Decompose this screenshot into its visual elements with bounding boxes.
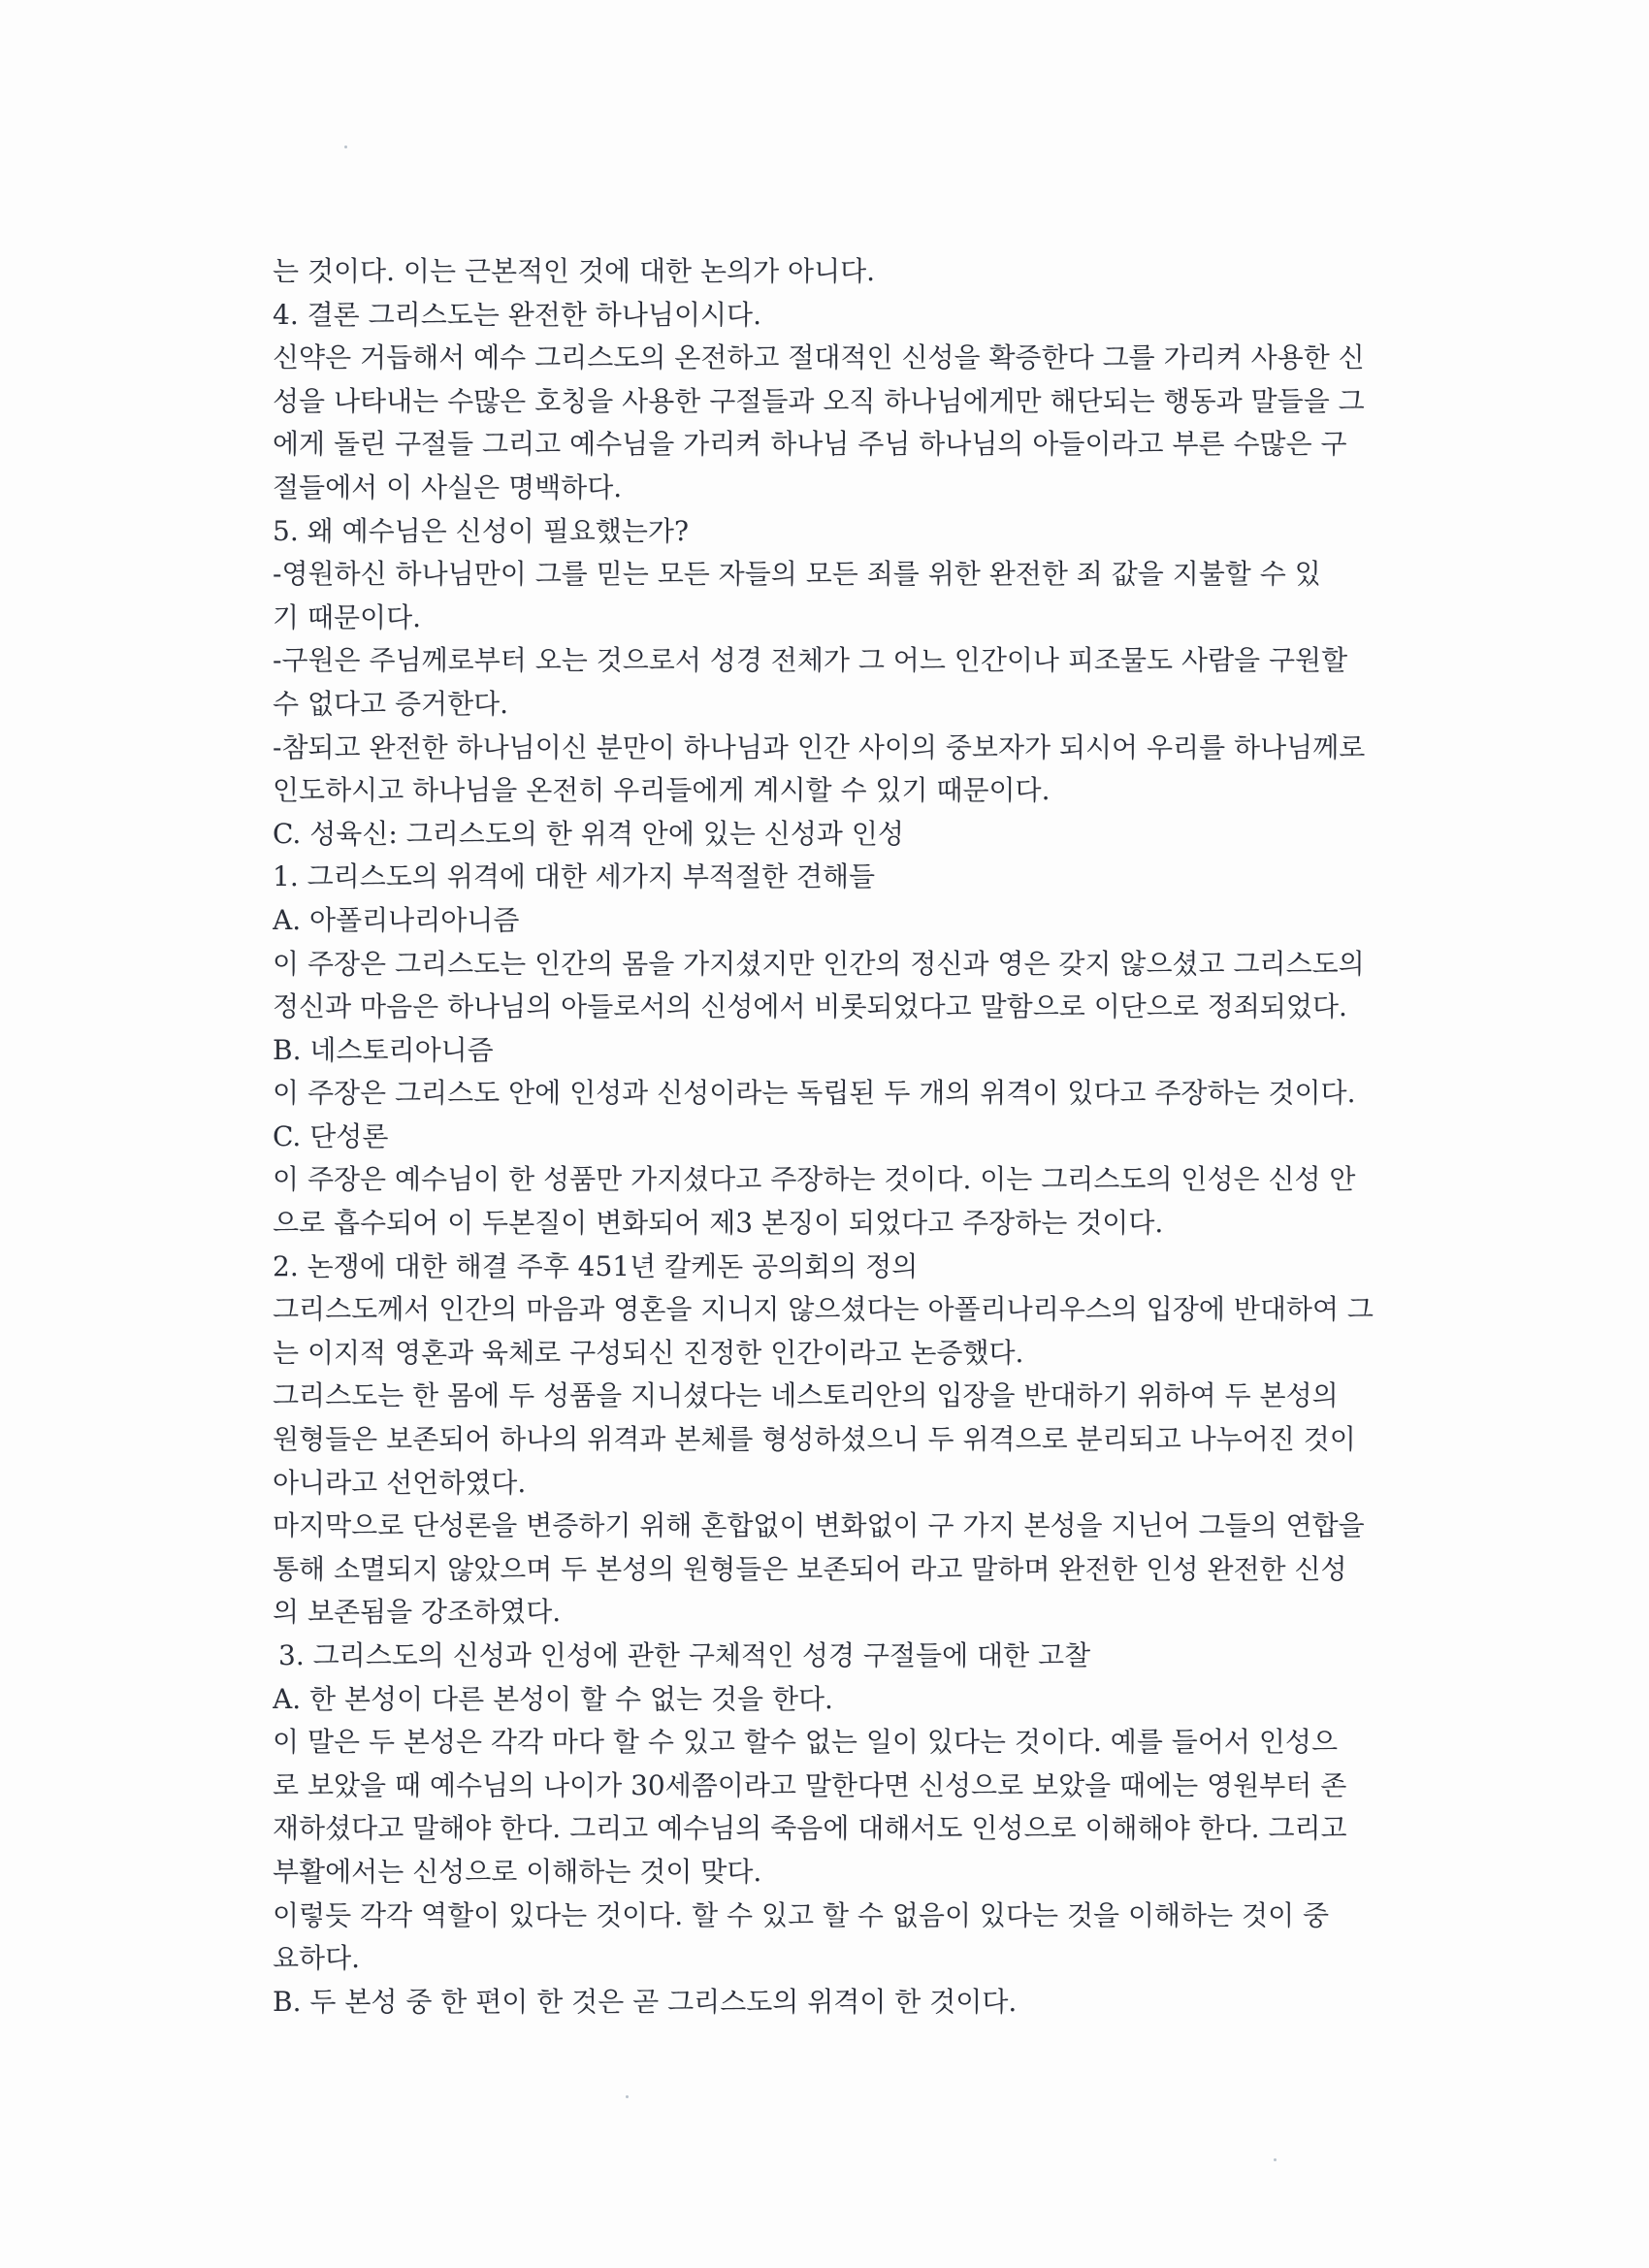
subsection-heading: B. 두 본성 중 한 편이 한 것은 곧 그리스도의 위격이 한 것이다.: [273, 1985, 1018, 2018]
scan-speck: [626, 2095, 629, 2098]
section-heading: 3. 그리스도의 신성과 인성에 관한 구체적인 성경 구절들에 대한 고찰: [278, 1639, 1091, 1671]
document-body: [273, 250, 1425, 2024]
section-heading: C. 성육신: 그리스도의 한 위격 안에 있는 신성과 인성: [273, 817, 904, 850]
text-line: 그리스도는 한 몸에 두 성품을 지니셨다는 네스토리안의 입장을 반대하기 위하여 두 본성의: [273, 1379, 1339, 1412]
text-line: 성을 나타내는 수많은 호칭을 사용한 구절들과 오직 하나님에게만 해단되는 행동과 말들을 그: [273, 384, 1365, 417]
text-line: 정신과 마음은 하나님의 아들로서의 신성에서 비롯되었다고 말함으로 이단으로 정죄되었다.: [273, 990, 1347, 1023]
text-line: 는 이지적 영혼과 육체로 구성되신 진정한 인간이라고 논증했다.: [273, 1336, 1024, 1369]
text-line: 신약은 거듭해서 예수 그리스도의 온전하고 절대적인 신성을 확증한다 그를 가리켜 사용한 신: [273, 341, 1365, 374]
section-heading: 4. 결론 그리스도는 완전한 하나님이시다.: [273, 298, 761, 331]
text-line: 기 때문이다.: [273, 600, 422, 633]
text-line: 는 것이다. 이는 근본적인 것에 대한 논의가 아니다.: [273, 255, 876, 287]
scan-speck: [344, 146, 347, 148]
text-line: -영원하신 하나님만이 그를 믿는 모든 자들의 모든 죄를 위한 완전한 죄 값을 지불할 수 있: [273, 558, 1321, 591]
text-line: 인도하시고 하나님을 온전히 우리들에게 계시할 수 있기 때문이다.: [273, 774, 1051, 807]
section-heading: 5. 왜 예수님은 신성이 필요했는가?: [273, 514, 689, 547]
text-line: 이렇듯 각각 역할이 있다는 것이다. 할 수 있고 할 수 없음이 있다는 것을 이해하는 것이 중: [273, 1898, 1330, 1931]
text-line: 이 주장은 그리스도 안에 인성과 신성이라는 독립된 두 개의 위격이 있다고 주장하는 것이다.: [273, 1077, 1356, 1110]
text-line: -참되고 완전한 하나님이신 분만이 하나님과 인간 사이의 중보자가 되시어 우리를 하나님께로: [273, 730, 1366, 763]
scan-speck: [1274, 2158, 1277, 2161]
text-line: 이 말은 두 본성은 각각 마다 할 수 있고 할수 없는 일이 있다는 것이다. 예를 들어서 인성으: [273, 1726, 1338, 1759]
subsection-heading: B. 네스토리아니즘: [273, 1033, 494, 1066]
subsection-heading: A. 아폴리나리아니즘: [273, 903, 520, 936]
text-line: 요하다.: [273, 1942, 361, 1975]
section-heading: 1. 그리스도의 위격에 대한 세가지 부적절한 견해들: [273, 860, 876, 893]
text-line: 재하셨다고 말해야 한다. 그리고 예수님의 죽음에 대해서도 인성으로 이해해야 한다. 그리고: [273, 1812, 1347, 1845]
text-line: 부활에서는 신성으로 이해하는 것이 맞다.: [273, 1855, 762, 1888]
text-line: 이 주장은 그리스도는 인간의 몸을 가지셨지만 인간의 정신과 영은 갖지 않으셨고 그리스도의: [273, 947, 1365, 980]
text-line: 이 주장은 예수님이 한 성품만 가지셨다고 주장하는 것이다. 이는 그리스도의 인성은 신성 안: [273, 1163, 1356, 1196]
text-line: 수 없다고 증거한다.: [273, 687, 509, 720]
section-heading: 2. 논쟁에 대한 해결 주후 451년 칼케돈 공의회의 정의: [273, 1249, 919, 1282]
text-line: 아니라고 선언하였다.: [273, 1466, 527, 1499]
subsection-heading: A. 한 본성이 다른 본성이 할 수 없는 것을 한다.: [273, 1682, 833, 1715]
text-line: 절들에서 이 사실은 명백하다.: [273, 470, 623, 503]
text-line: 의 보존됨을 강조하였다.: [273, 1596, 562, 1629]
text-line: -구원은 주님께로부터 오는 것으로서 성경 전체가 그 어느 인간이나 피조물도 사람을 구원할: [273, 644, 1348, 677]
text-line: 으로 흡수되어 이 두본질이 변화되어 제3 본징이 되었다고 주장하는 것이다.: [273, 1207, 1164, 1240]
subsection-heading: C. 단성론: [273, 1119, 389, 1152]
text-line: 로 보았을 때 예수님의 나이가 30세쯤이라고 말한다면 신성으로 보았을 때에는 영원부터 존: [273, 1768, 1347, 1801]
text-line: 마지막으로 단성론을 변증하기 위해 혼합없이 변화없이 구 가지 본성을 지닌어 그들의 연합을: [273, 1509, 1365, 1542]
text-line: 에게 돌린 구절들 그리고 예수님을 가리켜 하나님 주님 하나님의 아들이라고 부른 수많은 구: [273, 428, 1347, 461]
text-line: 그리스도께서 인간의 마음과 영혼을 지니지 않으셨다는 아폴리나리우스의 입장에 반대하여 그: [273, 1293, 1374, 1326]
text-line: 원형들은 보존되어 하나의 위격과 본체를 형성하셨으니 두 위격으로 분리되고 나누어진 것이: [273, 1423, 1356, 1456]
text-line: 통해 소멸되지 않았으며 두 본성의 원형들은 보존되어 라고 말하며 완전한 인성 완전한 신성: [273, 1552, 1347, 1585]
